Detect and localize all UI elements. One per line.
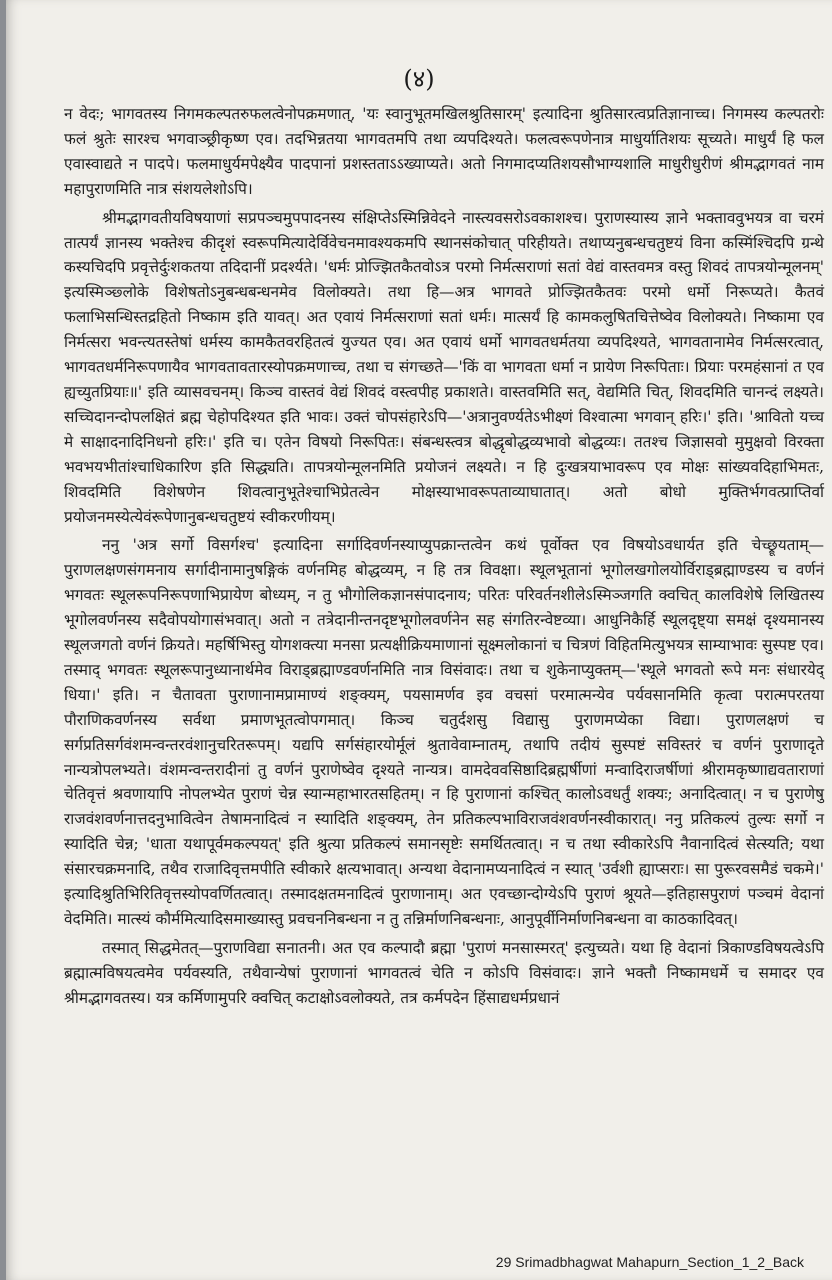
document-page <box>6 0 832 1280</box>
paragraph: तस्मात् सिद्धमेतत्—पुराणविद्या सनातनी। अत एव कल्पादौ ब्रह्मा 'पुराणं मनसास्मरत्' इत्युच्यते। यथा हि वेदानां त्रिकाण्डविषयत्वेऽपि ब्रह्मात्मविषयत्वमेव पर्यवस्यति, तथैवान्येषां पुराणानां भागवतत्वं चेति न कोऽपि विसंवादः। ज्ञाने भक्तौ निष्कामधर्मे च समादर एव श्रीमद्भागवतस्य। यत्र कर्मिणामुपरि क्वचित् कटाक्षोऽवलोक्यते, तत्र कर्मपदेन हिंसाद्यधर्मप्रधानं <box>64 938 824 1007</box>
body-text <box>64 102 824 1015</box>
page-number: (४) <box>403 65 435 93</box>
paragraph: श्रीमद्भागवतीयविषयाणां सप्रपञ्चमुपपादनस्य संक्षिप्तेऽस्मिन्निवेदने नास्त्यवसरोऽवकाशश्च। पुराणस्यास्य ज्ञाने भक्ताववुभयत्र वा चरमं तात्पर्यं ज्ञानस्य भक्तेश्च कीदृशं स्वरूपमित्यादेर्विवेचनमावश्यकमपि स्थानसंकोचात् परिहीयते। तथाप्यनुबन्धचतुष्टयं विना कस्मिंश्चिदपि ग्रन्थे कस्यचिदपि प्रवृत्तेर्दुःशकतया तदिदानीं प्रदर्श्यते। 'धर्मः प्रोज्झितकैतवोऽत्र परमो निर्मत्सराणां सतां वेद्यं वास्तवमत्र वस्तु शिवदं तापत्रयोन्मूलनम्' इत्यस्मिञ्छ्लोके विशेषतोऽनुबन्धबन्धनमेव विलोक्यते। तथा हि—अत्र भागवते प्रोज्झितकैतवः परमो धर्मो निरूप्यते। कैतवं फलाभिसन्धिस्तद्रहितो निष्काम इति यावत्। अत एवायं निर्मत्सराणां सतां धर्मः। मात्सर्यं हि कामकलुषितचित्तेष्वेव विलोक्यते। निष्कामा एव निर्मत्सरा भवन्त्यतस्तेषां धर्मस्य कामकैतवरहितत्वं युज्यत एव। अत एवायं धर्मो भागवतधर्मतया व्यपदिश्यते, भागवतानामेव निर्मत्सरत्वात्, भागवतधर्मनिरूपणायैव भागवतावतारस्योपक्रमणाच्च, तथा च संगच्छते—'किं वा भागवता धर्मा न प्रायेण निरूपिताः। प्रियाः परमहंसानां त एव ह्यच्युतप्रियाः॥' इति व्यासवचनम्। किञ्च वास्तवं वेद्यं शिवदं वस्त्वपीह प्रकाशते। वास्तवमिति सत्, वेद्यमिति चित्, शिवदमिति चानन्दं लक्ष्यते। सच्चिदानन्दोपलक्षितं ब्रह्म चेहोपदिश्यत इति भावः। उक्तं चोपसंहारेऽपि—'अत्रानुवर्ण्यतेऽभीक्ष्णं विश्वात्मा भगवान् हरिः।' इति। 'श्रावितो यच्च मे साक्षादनादिनिधनो हरिः।' इति च। एतेन विषयो निरूपितः। संबन्धस्त्वत्र बोद्धृबोद्धव्यभावो बोद्धव्यः। ततश्च जिज्ञासवो मुमुक्षवो विरक्ता भवभयभीतांश्चाधिकारिण इति सिद्ध्यति। तापत्रयोन्मूलनमिति प्रयोजनं लक्ष्यते। न हि दुःखत्रयाभावरूप एव मोक्षः सांख्यवदिहाभिमतः, शिवदमिति विशेषणेन शिवत्वानुभूतेश्चाभिप्रेतत्वेन मोक्षस्याभावरूपताव्याघातात्। अतो बोधो मुक्तिर्भगवत्प्राप्तिर्वा प्रयोजनमस्येत्येवंरूपेणानुबन्धचतुष्टयं स्वीकरणीयम्। <box>64 208 824 526</box>
paragraph: न वेदः; भागवतस्य निगमकल्पतरुफलत्वेनोपक्रमणात्, 'यः स्वानुभूतमखिलश्रुतिसारम्' इत्यादिना श्रुतिसारत्वप्रतिज्ञानाच्च। निगमस्य कल्पतरोः फलं श्रुतेः सारश्च भगवाञ्छ्रीकृष्ण एव। तदभिन्नतया भागवतमपि तथा व्यपदिश्यते। फलत्वरूपणेनात्र माधुर्यातिशयः सूच्यते। माधुर्यं हि फल एवास्वाद्यते न पादपे। फलमाधुर्यमपेक्ष्यैव पादपानां प्रशस्तताऽऽख्याप्यते। अतो निगमादप्यतिशयसौभाग्यशालि माधुरीधुरीणं श्रीमद्भागवतं नाम महापुराणमिति नात्र संशयलेशोऽपि। <box>64 105 824 198</box>
paragraph: ननु 'अत्र सर्गो विसर्गश्च' इत्यादिना सर्गादिवर्णनस्याप्युपक्रान्तत्वेन कथं पूर्वोक्त एव विषयोऽवधार्यत इति चेच्छ्रूयताम्—पुराणलक्षणसंगमनाय सर्गादीनामानुषङ्गिकं वर्णनमिह बोद्धव्यम्, न हि तत्र विवक्षा। स्थूलभूतानां भूगोलखगोलयोर्विराड्ब्रह्माण्डस्य च वर्णनं भगवतः स्थूलरूपनिरूपणाभिप्रायेण बोध्यम्, न तु भौगोलिकज्ञानसंपादनाय; परितः परिवर्तनशीलेऽस्मिञ्जगति क्वचित् कालविशेषे लिखितस्य भूगोलवर्णनस्य सदैवोपयोगासंभवात्। अतो न तत्रेदानीन्तनदृष्टभूगोलवर्णनेन सह संगतिरन्वेष्टव्या। आधुनिकैर्हि स्थूलदृष्ट्या समक्षं दृश्यमानस्य स्थूलजगतो वर्णनं क्रियते। महर्षिभिस्तु योगशक्त्या मनसा प्रत्यक्षीक्रियमाणानां सूक्ष्मलोकानां च चित्रणं विहितमित्युभयत्र साम्याभावः सुस्पष्ट एव। तस्माद् भगवतः स्थूलरूपानुध्यानार्थमेव विराड्ब्रह्माण्डवर्णनमिति नात्र विसंवादः। तथा च शुकेनाप्युक्तम्—'स्थूले भगवतो रूपे मनः संधारयेद् धिया।' इति। न चैतावता पुराणानामप्रामाण्यं शङ्क्यम्, पयसामर्णव इव वचसां परमात्मन्येव पर्यवसानमिति कृत्वा परात्मपरतया पौराणिकवर्णनस्य सर्वथा प्रमाणभूतत्वोपगमात्। किञ्च चतुर्दशसु विद्यासु पुराणमप्येका विद्या। पुराणलक्षणं च सर्गप्रतिसर्गवंशमन्वन्तरवंशानुचरितरूपम्। यद्यपि सर्गसंहारयोर्मूलं श्रुतावेवाम्नातम्, तथापि तदीयं सुस्पष्टं सविस्तरं च वर्णनं पुराणादृते नान्यत्रोपलभ्यते। वंशमन्वन्तरादीनां तु वर्णनं पुराणेष्वेव दृश्यते नान्यत्र। वामदेववसिष्ठादिब्रह्मर्षीणां मन्वादिराजर्षीणां श्रीरामकृष्णाद्यवताराणां चेतिवृत्तं श्रवणायापि नोपलभ्येत पुराणं चेन्न स्यान्महाभारतसहितम्। न हि पुराणानां कश्चित् कालोऽवधर्तुं शक्यः; अनादित्वात्। न च पुराणेषु राजवंशवर्णनात्तदनुभावित्वेन तेषामनादित्वं न स्यादिति शङ्क्यम्, तेन प्रतिकल्पभाविराजवंशवर्णनस्वीकारात्। ननु प्रतिकल्पं तुल्यः सर्गो न स्यादिति चेन्न; 'धाता यथापूर्वमकल्पयत्' इति श्रुत्या प्रतिकल्पं समानसृष्टेः समर्थितत्वात्। न च तथा स्वीकारेऽपि नैवानादित्वं सेत्स्यति; यथा संसारचक्रमनादि, तथैव राजादिवृत्तमपीति स्वीकारे क्षत्यभावात्। अन्यथा वेदानामप्यनादित्वं न स्यात् 'उर्वशी ह्याप्सराः। सा पुरूरवसमैडं चकमे।' इत्यादिश्रुतिभिरितिवृत्तस्योपवर्णितत्वात्। तस्मादक्षतमनादित्वं पुराणानाम्। अत एवच्छान्दोग्येऽपि पुराणं श्रूयते—इतिहासपुराणं पञ्चमं वेदानां वेदमिति। मात्स्यं कौर्ममित्यादिसमाख्यास्तु प्रवचननिबन्धना न तु तन्निर्माणनिबन्धनाः, आनुपूर्वीनिर्माणनिबन्धना वा काठकादिवत्। <box>64 536 824 928</box>
file-label-footer: 29 Srimadbhagwat Mahapurn_Section_1_2_Back <box>495 1254 804 1270</box>
